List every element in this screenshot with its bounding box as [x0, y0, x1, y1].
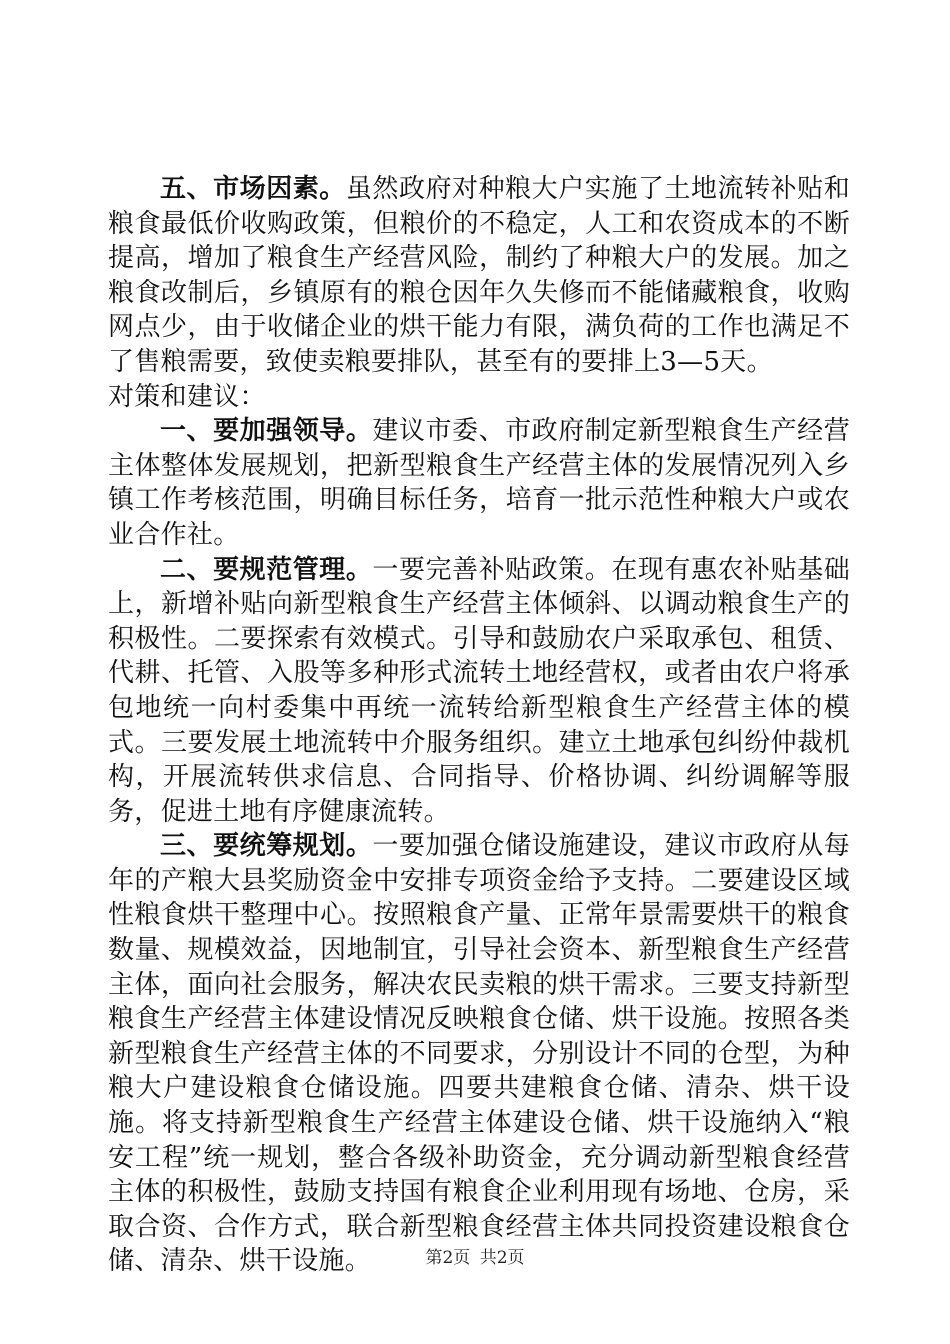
document-body [108, 172, 850, 1279]
paragraph-text: 建议市委、市政府制定新型粮食生产经营主体整体发展规划，把新型粮食生产经营主体的发展情况列入乡镇工作考核范围，明确目标任务，培育一批示范性种粮大户或农业合作社。 [108, 416, 850, 550]
paragraph-standardize-management [108, 553, 850, 830]
paragraph-text: 一要加强仓储设施建设，建议市政府从每年的产粮大县奖励资金中安排专项资金给予支持。二要建设区域性粮食烘干整理中心。按照粮食产量、正常年景需要烘干的粮食数量、规模效益，因地制宜，引导社会资本、新型粮食生产经营主体，面向社会服务，解决农民卖粮的烘干需求。三要支持新型粮食生产经营主体建设情况反映粮食仓储、烘干设施。按照各类新型粮食生产经营主体的不同要求，分别设计不同的仓型，为种粮大户建设粮食仓储设施。四要共建粮食仓储、清杂、烘干设施。将支持新型粮食生产经营主体建设仓储、烘干设施纳入“粮安工程”统一规划，整合各级补助资金，充分调动新型粮食经营主体的积极性，鼓励支持国有粮食企业利用现有场地、仓房，采取合资、合作方式，联合新型粮食经营主体共同投资建设粮食仓储、清杂、烘干设施。 [108, 831, 850, 1277]
paragraph-heading: 五、市场因素。 [160, 174, 346, 204]
paragraph-heading: 一、要加强领导。 [160, 416, 373, 447]
paragraph-text: 一要完善补贴政策。在现有惠农补贴基础上，新增补贴向新型粮食生产经营主体倾斜、以调动粮食生产的积极性。二要探索有效模式。引导和鼓励农户采取承包、租赁、代耕、托管、入股等多种形式流转土地经营权，或者由农户将承包地统一向村委集中再统一流转给新型粮食生产经营主体的模式。三要发展土地流转中介服务组织。建立土地承包纠纷仲裁机构，开展流转供求信息、合同指导、价格协调、纠纷调解等服务，促进土地有序健康流转。 [108, 554, 850, 827]
paragraph-countermeasures-intro [108, 380, 850, 415]
page-footer [0, 1243, 950, 1268]
paragraph-market-factors [108, 172, 850, 380]
paragraph-heading: 三、要统筹规划。 [160, 831, 373, 862]
paragraph-text: 对策和建议： [108, 381, 266, 412]
paragraph-heading: 二、要规范管理。 [160, 554, 373, 585]
paragraph-overall-planning [108, 829, 850, 1279]
page-total: 共2页 [479, 1248, 525, 1268]
paragraph-strengthen-leadership [108, 414, 850, 552]
page-number: 第2页 [425, 1248, 471, 1268]
paragraph-text: 虽然政府对种粮大户实施了土地流转补贴和粮食最低价收购政策，但粮价的不稳定，人工和农资成本的不断提高，增加了粮食生产经营风险，制约了种粮大户的发展。加之粮食改制后，乡镇原有的粮仓因年久失修而不能储藏粮食，收购网点少，由于收储企业的烘干能力有限，满负荷的工作也满足不了售粮需要，致使卖粮要排队，甚至有的要排上3—5天。 [108, 174, 850, 377]
